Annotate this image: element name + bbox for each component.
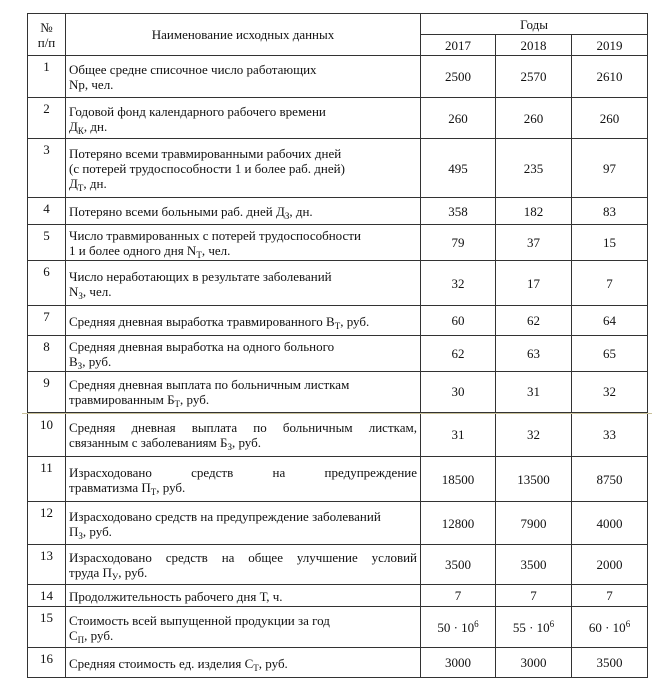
subscript: Т — [253, 662, 259, 673]
table-row — [28, 413, 648, 457]
subscript: Т — [196, 250, 202, 260]
text-segment: , руб. — [156, 479, 186, 495]
value-2018: 17 — [496, 261, 572, 306]
value-2018: 63 — [496, 336, 572, 372]
table-row — [28, 98, 648, 139]
label-line — [69, 392, 417, 410]
text-segment: 60 · 10 — [588, 619, 626, 635]
subscript: К — [77, 125, 84, 136]
value-2018: 32 — [496, 413, 572, 457]
header-years: Годы — [421, 14, 648, 35]
label-line — [69, 284, 417, 299]
value-2017: 32 — [421, 261, 496, 306]
table-row — [28, 225, 648, 261]
value-2019: 2000 — [572, 545, 648, 585]
text-segment: , дн. — [83, 176, 107, 191]
label-line — [69, 243, 417, 258]
row-number: 11 — [28, 457, 66, 502]
table-row — [28, 585, 648, 607]
text-segment: травмированным Б — [69, 392, 175, 408]
row-label — [66, 648, 421, 678]
label-line — [69, 550, 417, 565]
value-2019: 2610 — [572, 56, 648, 98]
value-2019: 83 — [572, 198, 648, 225]
label-line — [69, 269, 417, 284]
text-segment: Потеряно всеми больными раб. дней Д — [69, 204, 285, 219]
label-line — [69, 565, 417, 580]
table-row — [28, 457, 648, 502]
row-number: 5 — [28, 225, 66, 261]
value-2017: 79 — [421, 225, 496, 261]
superscript: 6 — [549, 618, 555, 629]
subscript: У — [111, 572, 119, 582]
value-2018: 37 — [496, 225, 572, 261]
value-2018: 7900 — [496, 502, 572, 545]
value-2019: 32 — [572, 372, 648, 413]
subscript: П — [77, 634, 85, 645]
value-2017: 12800 — [421, 502, 496, 545]
label-line — [69, 314, 417, 329]
header-name: Наименование исходных данных — [66, 14, 421, 56]
value-2018: 235 — [496, 139, 572, 198]
text-segment: 50 · 10 — [437, 619, 475, 635]
label-line — [69, 509, 417, 524]
header-year-2017: 2017 — [421, 35, 496, 56]
subscript: З — [78, 290, 83, 301]
text-segment: травматизма П — [69, 479, 151, 495]
value-2019: 64 — [572, 306, 648, 336]
text-segment: , руб. — [340, 313, 370, 329]
label-line — [69, 228, 417, 243]
table-row — [28, 306, 648, 336]
row-number: 1 — [28, 56, 66, 98]
label-line — [69, 339, 417, 354]
value-2017: 62 — [421, 336, 496, 372]
value-2019: 8750 — [572, 457, 648, 502]
row-label — [66, 502, 421, 545]
value-2017: 3500 — [421, 545, 496, 585]
row-label — [66, 98, 421, 139]
table-row — [28, 198, 648, 225]
text-segment: (с потерей трудоспособности 1 и более раб. дней) — [69, 161, 345, 176]
row-number: 13 — [28, 545, 66, 585]
row-number: 6 — [28, 261, 66, 306]
superscript: 6 — [474, 618, 479, 629]
label-line — [69, 465, 417, 480]
value-2019: 3500 — [572, 648, 648, 678]
text-segment: Продолжительность рабочего дня Т, ч. — [69, 588, 283, 604]
text-segment: , руб. — [231, 435, 261, 451]
table-row — [28, 545, 648, 585]
text-segment: Стоимость всей выпущенной продукции за год — [69, 612, 330, 628]
text-segment: Д — [69, 176, 78, 191]
text-segment: Средняя дневная выработка на одного больного — [69, 339, 335, 354]
row-number: 4 — [28, 198, 66, 225]
label-line — [69, 62, 417, 77]
row-number: 3 — [28, 139, 66, 198]
label-line — [69, 613, 417, 628]
superscript: 6 — [625, 618, 631, 629]
row-label — [66, 336, 421, 372]
label-line — [69, 589, 417, 604]
subscript: З — [78, 530, 83, 541]
text-segment: В — [69, 354, 78, 369]
value-2019: 4000 — [572, 502, 648, 545]
label-line — [69, 435, 417, 453]
text-segment: Общее средне списочное число работающих — [69, 62, 317, 77]
table-body — [28, 56, 648, 678]
value-2018: 2570 — [496, 56, 572, 98]
row-label — [66, 372, 421, 413]
row-label — [66, 306, 421, 336]
row-label — [66, 198, 421, 225]
subscript: Т — [174, 399, 181, 410]
table-row — [28, 502, 648, 545]
row-number: 10 — [28, 413, 66, 457]
value-2018: 3500 — [496, 545, 572, 585]
row-number: 12 — [28, 502, 66, 545]
text-segment: Средняя дневная выплата по больничным листкам, — [69, 420, 417, 436]
text-segment: 1 и более одного дня N — [69, 243, 197, 258]
row-number: 9 — [28, 372, 66, 413]
subscript: З — [77, 361, 83, 371]
text-segment: Средняя стоимость ед. изделия С — [69, 655, 254, 671]
text-segment: , руб. — [82, 523, 112, 539]
text-segment: связанным с заболеваниям Б — [69, 435, 228, 451]
value-2018: 31 — [496, 372, 572, 413]
value-2018: 7 — [496, 585, 572, 607]
text-segment: Число неработающих в результате заболеваний — [69, 268, 332, 284]
row-label — [66, 56, 421, 98]
label-line — [69, 176, 417, 191]
row-label — [66, 413, 421, 457]
text-segment: Средняя дневная выплата по больничным листкам — [69, 377, 350, 393]
row-label — [66, 457, 421, 502]
text-segment: Д — [69, 118, 78, 134]
text-segment: Средняя дневная выработка травмированного В — [69, 313, 335, 329]
header-year-2019: 2019 — [572, 35, 648, 56]
text-segment: С — [69, 627, 78, 643]
text-segment: , чел. — [201, 243, 231, 258]
row-label — [66, 139, 421, 198]
table-row — [28, 56, 648, 98]
row-number: 7 — [28, 306, 66, 336]
table-row — [28, 139, 648, 198]
value-2019: 15 — [572, 225, 648, 261]
row-label — [66, 607, 421, 648]
subscript: З — [284, 211, 290, 221]
value-2018: 3000 — [496, 648, 572, 678]
label-line — [69, 524, 417, 539]
value-2018: 62 — [496, 306, 572, 336]
source-data-table — [27, 13, 648, 678]
value-2018: 13500 — [496, 457, 572, 502]
header-year-2018: 2018 — [496, 35, 572, 56]
text-segment: Годовой фонд календарного рабочего времени — [69, 103, 326, 119]
table-row — [28, 648, 648, 678]
text-segment: , чел. — [82, 283, 112, 299]
text-segment: , дн. — [83, 118, 108, 134]
table-row — [28, 372, 648, 413]
row-number: 14 — [28, 585, 66, 607]
table-row — [28, 607, 648, 648]
label-line — [69, 656, 417, 671]
value-2019: 33 — [572, 413, 648, 457]
label-line — [69, 354, 417, 369]
table-row — [28, 336, 648, 372]
value-2018: 260 — [496, 98, 572, 139]
label-line — [69, 628, 417, 643]
value-2017: 7 — [421, 585, 496, 607]
value-2019: 97 — [572, 139, 648, 198]
page-divider — [22, 413, 652, 414]
value-2017: 3000 — [421, 648, 496, 678]
value-2019: 7 — [572, 585, 648, 607]
row-label — [66, 545, 421, 585]
label-line — [69, 161, 417, 176]
subscript: З — [227, 442, 232, 453]
value-2017: 358 — [421, 198, 496, 225]
row-label — [66, 225, 421, 261]
row-number: 2 — [28, 98, 66, 139]
label-line — [69, 420, 417, 435]
row-number: 16 — [28, 648, 66, 678]
table-row — [28, 261, 648, 306]
text-segment: труда П — [69, 565, 112, 580]
value-2019: 260 — [572, 98, 648, 139]
label-line — [69, 119, 417, 134]
text-segment: , руб. — [258, 655, 288, 671]
value-2018 — [496, 607, 572, 648]
label-line — [69, 204, 417, 219]
text-segment: Число травмированных с потерей трудоспособности — [69, 228, 361, 243]
value-2017: 2500 — [421, 56, 496, 98]
text-segment: N — [69, 283, 79, 299]
header-number-pp: п/п — [37, 34, 56, 50]
subscript: Т — [334, 320, 341, 331]
label-line — [69, 377, 417, 392]
text-segment: 55 · 10 — [512, 619, 550, 635]
label-line — [69, 146, 417, 161]
label-line — [69, 480, 417, 495]
value-2017: 18500 — [421, 457, 496, 502]
text-segment: , руб. — [118, 565, 148, 580]
text-segment: Израсходовано средств на общее улучшение условий — [69, 550, 417, 565]
text-segment: П — [69, 523, 79, 539]
text-segment: , руб. — [180, 392, 210, 408]
value-2017: 31 — [421, 413, 496, 457]
text-segment: , дн. — [289, 204, 313, 219]
value-2019: 7 — [572, 261, 648, 306]
subscript: Т — [77, 183, 84, 193]
row-number: 8 — [28, 336, 66, 372]
subscript: Т — [150, 486, 157, 497]
value-2019: 65 — [572, 336, 648, 372]
text-segment: Израсходовано средств на предупреждение заболеваний — [69, 508, 381, 524]
value-2017: 495 — [421, 139, 496, 198]
value-2017: 260 — [421, 98, 496, 139]
row-label — [66, 585, 421, 607]
text-segment: Израсходовано средств на предупреждение — [69, 464, 417, 480]
text-segment: , руб. — [82, 354, 112, 369]
value-2018: 182 — [496, 198, 572, 225]
label-line — [69, 104, 417, 119]
row-number: 15 — [28, 607, 66, 648]
header-number — [28, 14, 66, 56]
value-2017 — [421, 607, 496, 648]
row-label — [66, 261, 421, 306]
label-line — [69, 77, 417, 92]
value-2017: 30 — [421, 372, 496, 413]
value-2017: 60 — [421, 306, 496, 336]
value-2019 — [572, 607, 648, 648]
header-number-sign: № — [40, 19, 53, 35]
text-segment: , руб. — [84, 627, 114, 643]
text-segment: Nр, чел. — [69, 77, 114, 92]
text-segment: Потеряно всеми травмированными рабочих дней — [69, 146, 342, 161]
